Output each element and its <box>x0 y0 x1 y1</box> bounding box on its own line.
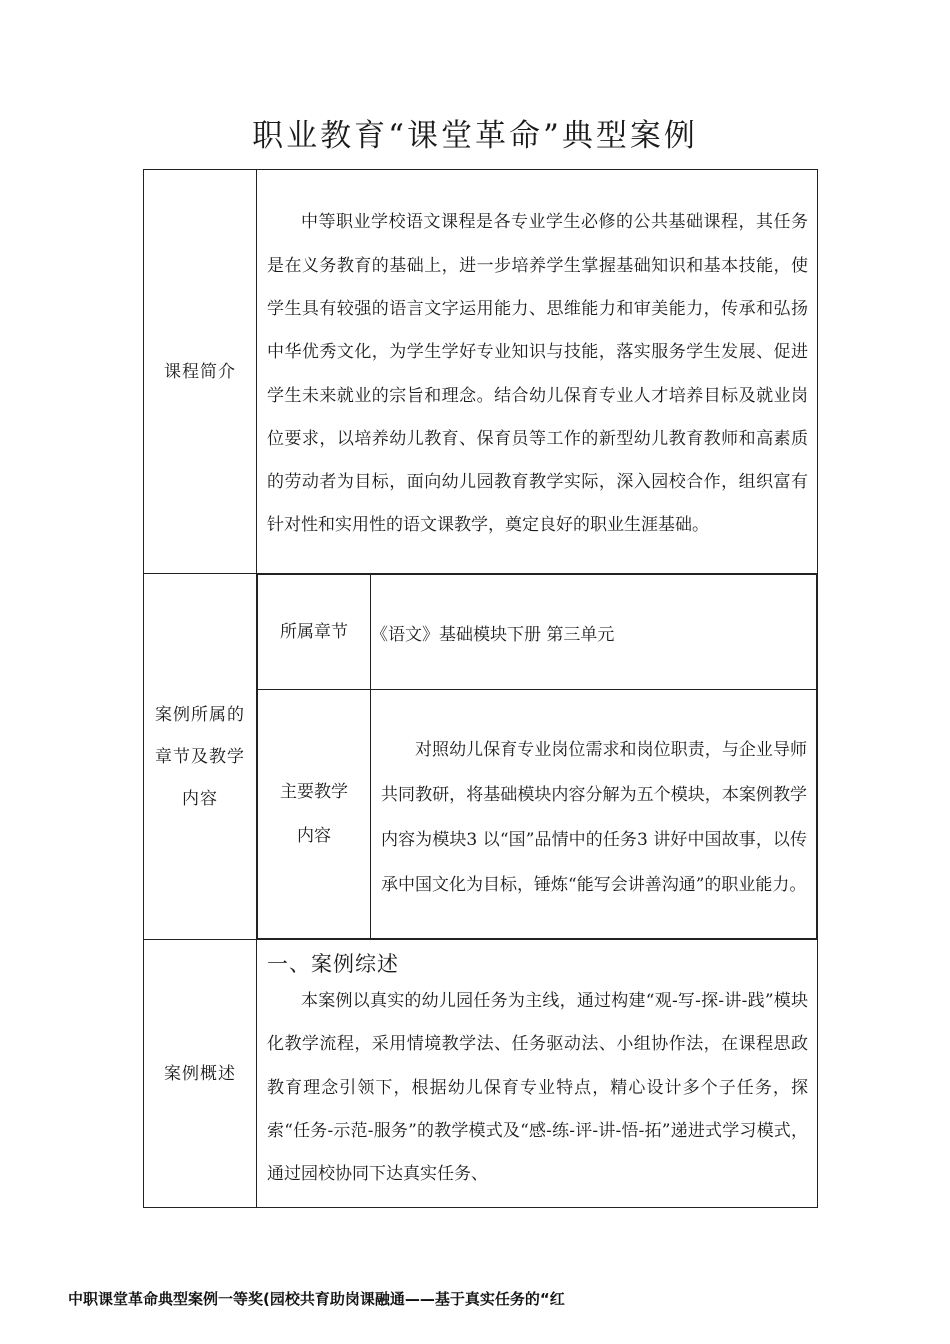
chapter-cell <box>257 574 818 940</box>
teaching-content-text: 对照幼儿保育专业岗位需求和岗位职责，与企业导师共同教研，将基础模块内容分解为五个模块，本案例教学内容为模块3 以“国”品情中的任务3 讲好中国故事，以传承中国文化为目标，锤炼“能写会讲善沟通”的职业能力。 <box>381 740 807 895</box>
overview-text: 本案例以真实的幼儿园任务为主线，通过构建“观-写-探-讲-践”模块化教学流程，采用情境教学法、任务驱动法、小组协作法，在课程思政教育理念引领下，根据幼儿保育专业特点，精心设计多个子任务，探索“任务-示范-服务”的教学模式及“感-练-评-讲-悟-拓”递进式学习模式，通过园校协同下达真实任务、 <box>267 991 808 1185</box>
overview-cell <box>257 940 818 1208</box>
section-label: 所属章节 <box>258 575 371 690</box>
section-value: 《语文》基础模块下册 第三单元 <box>371 575 817 690</box>
chapter-label-line2: 章节及教学 <box>155 746 245 767</box>
teaching-content-label <box>258 690 371 939</box>
overview-label: 案例概述 <box>144 940 257 1208</box>
teaching-content-label-line1: 主要教学 <box>280 782 348 802</box>
chapter-label-line3: 内容 <box>182 788 218 809</box>
intro-label: 课程简介 <box>144 170 257 574</box>
overview-row <box>144 940 818 1208</box>
intro-row <box>144 170 818 574</box>
document-title: 职业教育“课堂革命”典型案例 <box>252 118 698 154</box>
chapter-label-line1: 案例所属的 <box>155 704 245 725</box>
footer-caption: 中职课堂革命典型案例一等奖(园校共育助岗课融通——基于真实任务的“红 <box>68 1290 565 1308</box>
chapter-subtable <box>257 574 817 939</box>
teaching-content-label-line2: 内容 <box>297 826 331 846</box>
chapter-label <box>144 574 257 940</box>
overview-heading: 一、案例综述 <box>267 952 399 976</box>
intro-cell <box>257 170 818 574</box>
case-table <box>143 169 818 1208</box>
teaching-content-cell <box>371 690 817 939</box>
intro-text: 中等职业学校语文课程是各专业学生必修的公共基础课程，其任务是在义务教育的基础上，进一步培养学生掌握基础知识和基本技能，使学生具有较强的语言文字运用能力、思维能力和审美能力，传承和弘扬中华优秀文化，为学生学好专业知识与技能，落实服务学生发展、促进学生未来就业的宗旨和理念。结合幼儿保育专业人才培养目标及就业岗位要求，以培养幼儿教育、保育员等工作的新型幼儿教育教师和高素质的劳动者为目标，面向幼儿园教育教学实际，深入园校合作，组织富有针对性和实用性的语文课教学，奠定良好的职业生涯基础。 <box>267 212 808 536</box>
chapter-row <box>144 574 818 940</box>
